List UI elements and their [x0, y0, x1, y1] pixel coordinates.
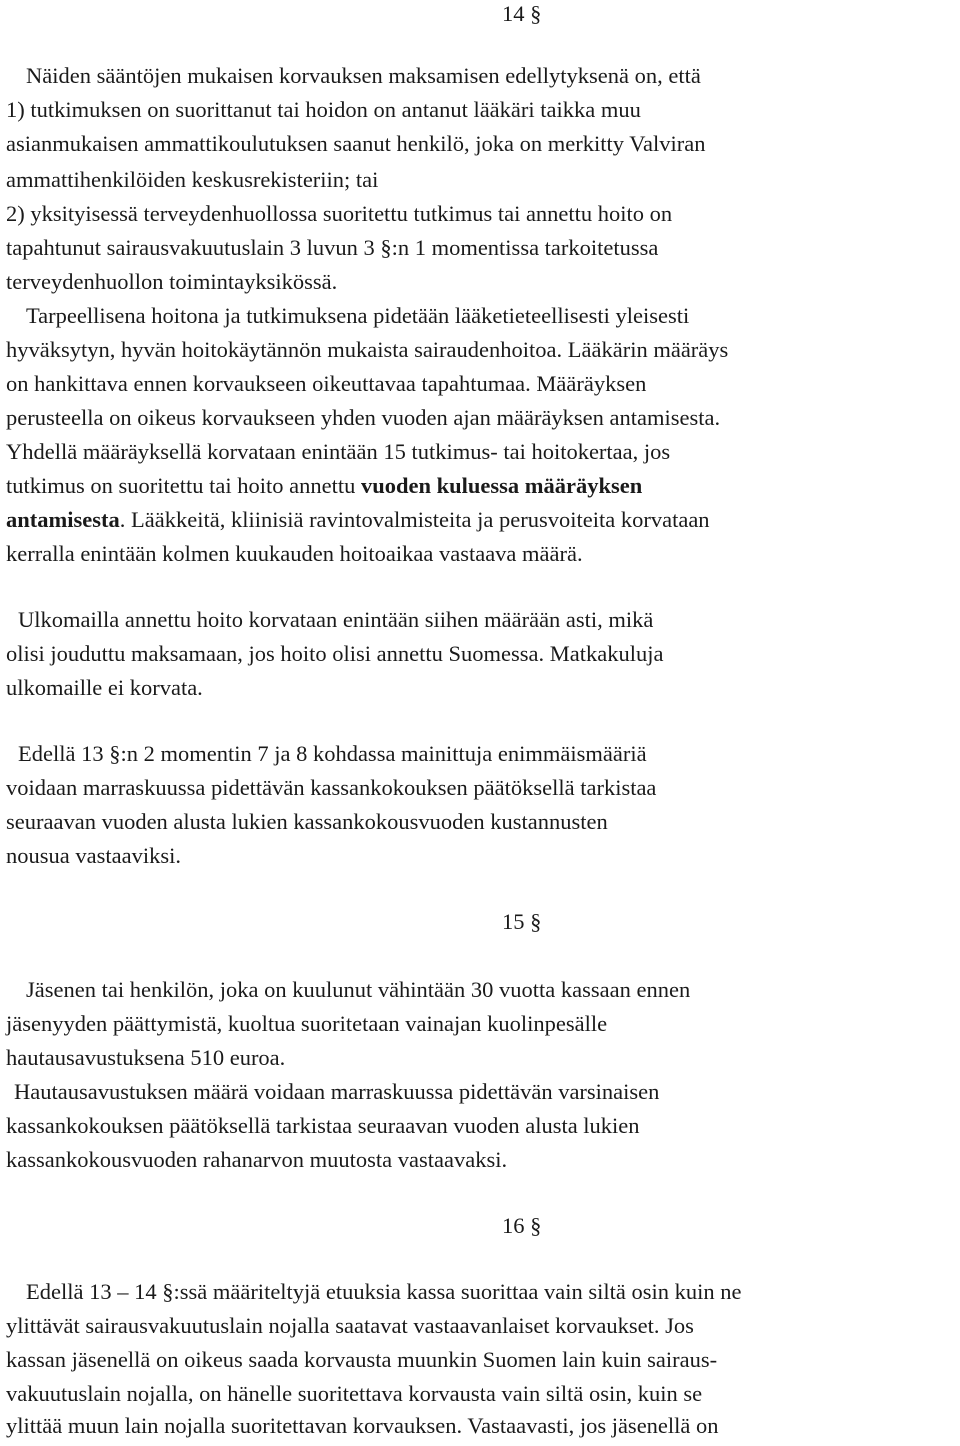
s14-p2-line-6-bold: vuoden kuluessa määräyksen	[360, 473, 643, 498]
s14-p3-line-3: ulkomaille ei korvata.	[6, 675, 203, 700]
s14-p1-line-5: 2) yksityisessä terveydenhuollossa suoritettu tutkimus tai annettu hoito on	[6, 201, 673, 226]
s14-p2-line-7	[6, 506, 710, 534]
s15-p2-line-3: kassankokousvuoden rahanarvon muutosta vastaavaksi.	[6, 1147, 508, 1172]
section-15-heading: 15 §	[502, 909, 542, 934]
s14-p2-line-7-text: . Lääkkeitä, kliinisiä ravintovalmisteita ja perusvoiteita korvataan	[119, 507, 710, 532]
s16-p1-line-5: ylittää muun lain nojalla suoritettavan korvauksen. Vastaavasti, jos jäsenellä on	[6, 1413, 719, 1438]
section-14-heading: 14 §	[502, 1, 542, 26]
s14-p1-line-7: terveydenhuollon toimintayksikössä.	[6, 269, 338, 294]
s15-p1-line-2: jäsenyyden päättymistä, kuoltua suoritetaan vainajan kuolinpesälle	[6, 1011, 608, 1036]
s15-p1-line-3: hautausavustuksena 510 euroa.	[6, 1045, 286, 1070]
s14-p1-line-4: ammattihenkilöiden keskusrekisteriin; tai	[6, 167, 379, 192]
s14-p1-line-2: 1) tutkimuksen on suorittanut tai hoidon on antanut lääkäri taikka muu	[6, 97, 641, 122]
s14-p4-line-3: seuraavan vuoden alusta lukien kassankokousvuoden kustannusten	[6, 809, 608, 834]
s14-p4-line-2: voidaan marraskuussa pidettävän kassankokouksen päätöksellä tarkistaa	[6, 775, 657, 800]
s15-p2-line-1: Hautausavustuksen määrä voidaan marraskuussa pidettävän varsinaisen	[14, 1079, 660, 1104]
s14-p4-line-4: nousua vastaaviksi.	[6, 843, 181, 868]
s16-p1-line-3: kassan jäsenellä on oikeus saada korvausta muunkin Suomen lain kuin sairaus-	[6, 1347, 718, 1372]
s14-p2-line-4: perusteella on oikeus korvaukseen yhden vuoden ajan määräyksen antamisesta.	[6, 405, 721, 430]
s14-p2-line-6	[6, 472, 642, 500]
s15-p2-line-2: kassankokouksen päätöksellä tarkistaa seuraavan vuoden alusta lukien	[6, 1113, 640, 1138]
s14-p2-line-3: on hankittava ennen korvaukseen oikeuttavaa tapahtumaa. Määräyksen	[6, 371, 647, 396]
s14-p3-line-1: Ulkomailla annettu hoito korvataan enintään siihen määrään asti, mikä	[18, 607, 654, 632]
s14-p2-line-5: Yhdellä määräyksellä korvataan enintään 15 tutkimus- tai hoitokertaa, jos	[6, 439, 671, 464]
s14-p2-line-2: hyväksytyn, hyvän hoitokäytännön mukaista sairaudenhoitoa. Lääkärin määräys	[6, 337, 729, 362]
s14-p1-line-6: tapahtunut sairausvakuutuslain 3 luvun 3 §:n 1 momentissa tarkoitetussa	[6, 235, 659, 260]
s14-p3-line-2: olisi jouduttu maksamaan, jos hoito olisi annettu Suomessa. Matkakuluja	[6, 641, 664, 666]
s14-p2-line-1: Tarpeellisena hoitona ja tutkimuksena pidetään lääketieteellisesti yleisesti	[26, 303, 690, 328]
s14-p4-line-1: Edellä 13 §:n 2 momentin 7 ja 8 kohdassa mainittuja enimmäismääriä	[18, 741, 647, 766]
s15-p1-line-1: Jäsenen tai henkilön, joka on kuulunut vähintään 30 vuotta kassaan ennen	[26, 977, 691, 1002]
s14-p1-line-1: Näiden sääntöjen mukaisen korvauksen maksamisen edellytyksenä on, että	[26, 63, 701, 88]
s16-p1-line-4: vakuutuslain nojalla, on hänelle suoritettava korvausta vain siltä osin, kuin se	[6, 1381, 703, 1406]
s14-p2-line-8: kerralla enintään kolmen kuukauden hoitoaikaa vastaava määrä.	[6, 541, 583, 566]
s16-p1-line-2: ylittävät sairausvakuutuslain nojalla saatavat vastaavanlaiset korvaukset. Jos	[6, 1313, 694, 1338]
s16-p1-line-1: Edellä 13 – 14 §:ssä määriteltyjä etuuksia kassa suorittaa vain siltä osin kuin ne	[26, 1279, 742, 1304]
section-16-heading: 16 §	[502, 1213, 542, 1238]
s14-p1-line-3: asianmukaisen ammattikoulutuksen saanut henkilö, joka on merkitty Valviran	[6, 131, 706, 156]
s14-p2-line-6-text: tutkimus on suoritettu tai hoito annettu	[6, 473, 361, 498]
s14-p2-line-7-bold: antamisesta	[6, 507, 120, 532]
